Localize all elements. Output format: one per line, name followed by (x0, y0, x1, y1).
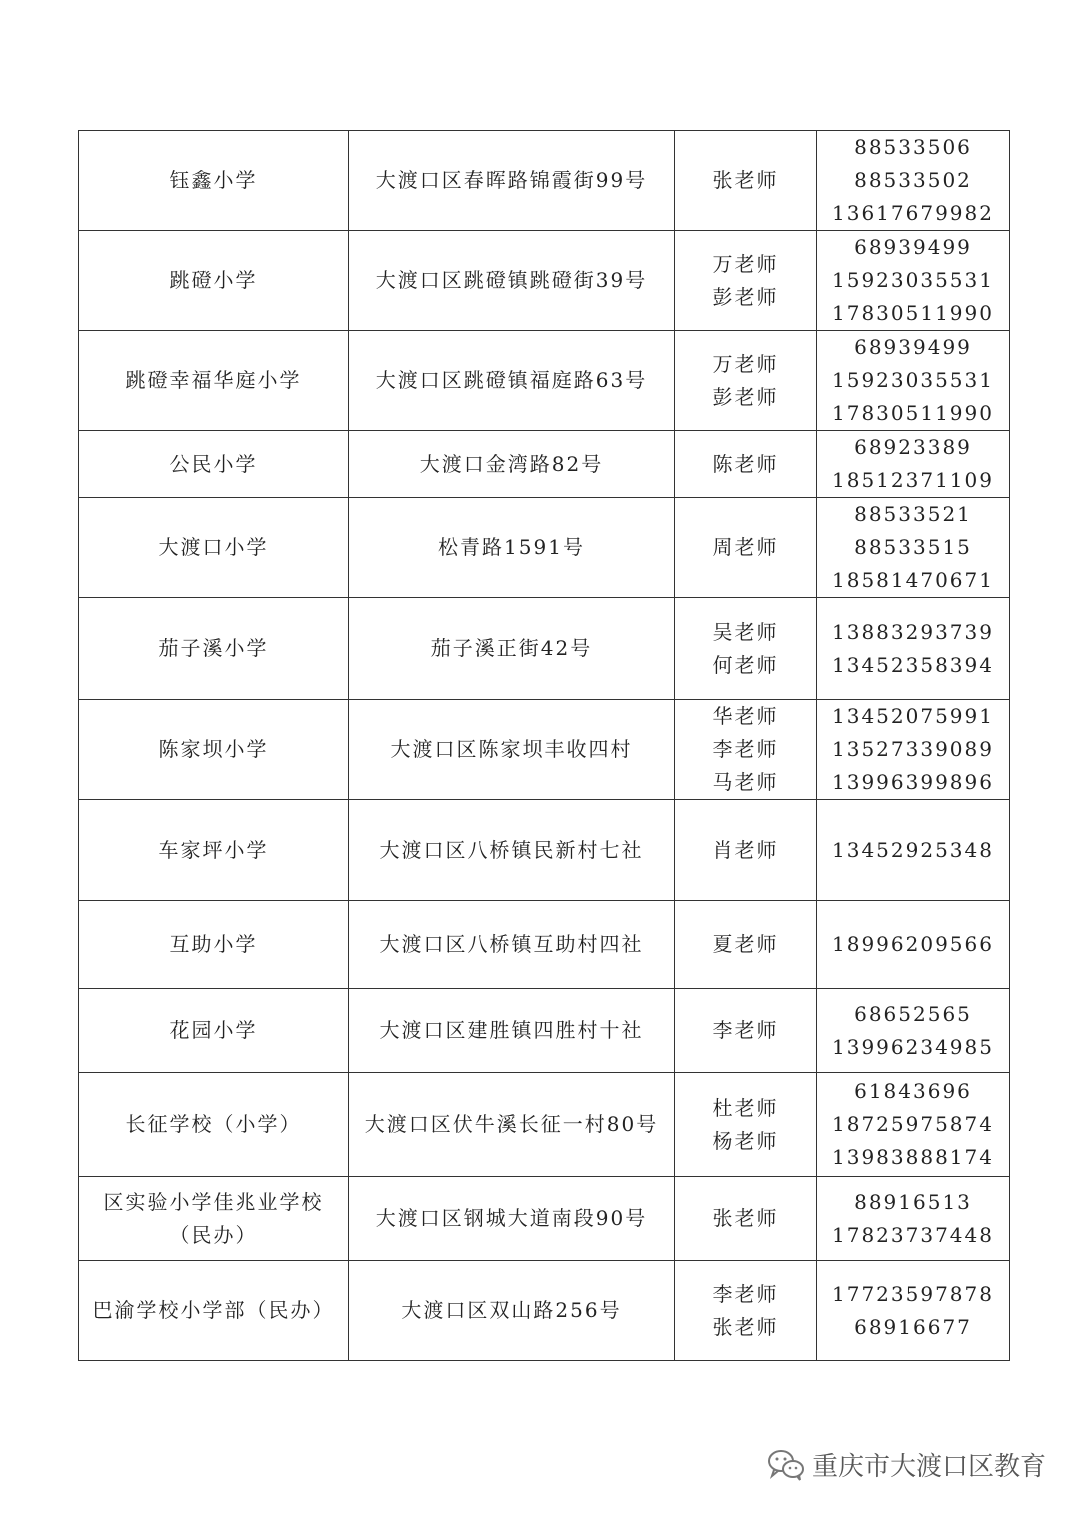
school-name-line: 区实验小学佳兆业学校 (103, 1189, 324, 1214)
address-cell: 大渡口区跳磴镇福庭路63号 (349, 331, 675, 431)
phone-line: 68923389 (854, 435, 972, 459)
school-name-line: 花园小学 (169, 1018, 258, 1042)
phone-cell (817, 700, 1010, 800)
table-row (79, 1261, 1010, 1361)
table-row (79, 800, 1010, 901)
table-row (79, 598, 1010, 700)
phone-line: 88916513 (854, 1189, 972, 1214)
phone-line: 18725975874 (832, 1112, 994, 1136)
phone-cell (817, 989, 1010, 1073)
contact-line: 彭老师 (712, 284, 779, 309)
contact-line: 彭老师 (712, 384, 779, 409)
address-cell: 大渡口区建胜镇四胜村十社 (349, 989, 675, 1073)
address-cell: 大渡口金湾路82号 (349, 431, 675, 498)
contact-cell (675, 431, 817, 498)
address-cell: 大渡口区八桥镇互助村四社 (349, 901, 675, 989)
phone-line: 13452075991 (832, 704, 994, 728)
phone-line: 15923035531 (832, 268, 994, 292)
school-name-cell (79, 131, 349, 231)
contact-line: 马老师 (712, 770, 779, 794)
contact-cell (675, 989, 817, 1073)
address-cell: 大渡口区伏牛溪长征一村80号 (349, 1073, 675, 1177)
wechat-icon (766, 1448, 806, 1482)
phone-line: 68939499 (854, 335, 972, 359)
contact-line: 肖老师 (712, 837, 779, 862)
phone-line: 13527339089 (832, 737, 994, 761)
contact-cell (675, 598, 817, 700)
contact-cell (675, 800, 817, 901)
contact-line: 李老师 (712, 1281, 779, 1306)
contact-cell (675, 700, 817, 800)
address-cell: 大渡口区八桥镇民新村七社 (349, 800, 675, 901)
table-row (79, 498, 1010, 598)
table-row (79, 231, 1010, 331)
phone-cell (817, 598, 1010, 700)
contact-cell (675, 901, 817, 989)
phone-cell (817, 1261, 1010, 1361)
contact-line: 张老师 (712, 168, 779, 192)
school-name-cell (79, 800, 349, 901)
school-name-cell (79, 1261, 349, 1361)
contact-line: 周老师 (712, 535, 779, 559)
phone-cell (817, 231, 1010, 331)
phone-line: 13452925348 (832, 837, 994, 862)
school-name-cell (79, 431, 349, 498)
phone-line: 17830511990 (832, 401, 994, 425)
phone-line: 18996209566 (832, 932, 994, 956)
contact-line: 夏老师 (712, 932, 779, 956)
phone-line: 13996399896 (832, 770, 994, 794)
school-name-line: 车家坪小学 (158, 837, 269, 862)
phone-line: 68916677 (854, 1314, 972, 1339)
table-row (79, 431, 1010, 498)
school-name-line: 茄子溪小学 (158, 636, 269, 660)
school-name-line: 陈家坝小学 (158, 737, 269, 761)
school-contact-table (78, 130, 1010, 1361)
contact-cell (675, 231, 817, 331)
contact-cell (675, 131, 817, 231)
contact-cell (675, 331, 817, 431)
school-name-cell (79, 989, 349, 1073)
contact-cell (675, 1073, 817, 1177)
contact-line: 万老师 (712, 251, 779, 276)
table-row (79, 901, 1010, 989)
phone-cell (817, 431, 1010, 498)
phone-line: 17830511990 (832, 301, 994, 325)
school-name-cell (79, 1073, 349, 1177)
phone-line: 18512371109 (832, 468, 994, 492)
phone-cell (817, 901, 1010, 989)
contact-line: 吴老师 (712, 619, 779, 644)
contact-cell (675, 1261, 817, 1361)
school-name-cell (79, 700, 349, 800)
phone-cell (817, 131, 1010, 231)
address-cell: 大渡口区双山路256号 (349, 1261, 675, 1361)
phone-line: 13983888174 (832, 1145, 994, 1169)
phone-line: 88533506 (854, 135, 972, 159)
school-name-cell (79, 598, 349, 700)
school-name-line: 互助小学 (169, 932, 258, 956)
school-name-line: （民办） (169, 1222, 258, 1247)
phone-line: 17723597878 (832, 1281, 994, 1306)
contact-line: 何老师 (712, 652, 779, 677)
phone-cell (817, 331, 1010, 431)
school-name-cell (79, 498, 349, 598)
table-row (79, 331, 1010, 431)
phone-line: 88533502 (854, 168, 972, 192)
phone-line: 88533521 (854, 502, 972, 526)
contact-cell (675, 498, 817, 598)
school-name-cell (79, 1177, 349, 1261)
address-cell: 大渡口区钢城大道南段90号 (349, 1177, 675, 1261)
contact-line: 张老师 (712, 1206, 779, 1230)
contact-line: 李老师 (712, 1018, 779, 1042)
table-row (79, 131, 1010, 231)
table-row (79, 700, 1010, 800)
school-name-line: 跳磴幸福华庭小学 (125, 368, 302, 392)
contact-line: 杜老师 (712, 1095, 779, 1120)
table-row (79, 989, 1010, 1073)
phone-line: 68652565 (854, 1001, 972, 1026)
address-cell: 松青路1591号 (349, 498, 675, 598)
phone-line: 18581470671 (832, 568, 994, 592)
school-name-cell (79, 331, 349, 431)
school-name-cell (79, 901, 349, 989)
contact-line: 张老师 (712, 1314, 779, 1339)
address-cell: 大渡口区跳磴镇跳磴街39号 (349, 231, 675, 331)
school-name-line: 跳磴小学 (169, 268, 258, 292)
contact-cell (675, 1177, 817, 1261)
contact-line: 杨老师 (712, 1128, 779, 1153)
school-name-line: 巴渝学校小学部（民办） (92, 1298, 335, 1322)
table-row (79, 1073, 1010, 1177)
phone-cell (817, 1073, 1010, 1177)
phone-line: 13617679982 (832, 201, 994, 225)
school-name-cell (79, 231, 349, 331)
contact-line: 李老师 (712, 737, 779, 761)
contact-line: 万老师 (712, 351, 779, 376)
contact-line: 华老师 (712, 704, 779, 728)
phone-line: 61843696 (854, 1079, 972, 1103)
school-name-line: 公民小学 (169, 451, 258, 476)
table-row (79, 1177, 1010, 1261)
phone-cell (817, 498, 1010, 598)
phone-cell (817, 1177, 1010, 1261)
address-cell: 大渡口区陈家坝丰收四村 (349, 700, 675, 800)
phone-line: 17823737448 (832, 1222, 994, 1247)
contact-line: 陈老师 (712, 451, 779, 476)
phone-cell (817, 800, 1010, 901)
phone-line: 68939499 (854, 235, 972, 259)
address-cell: 茄子溪正街42号 (349, 598, 675, 700)
phone-line: 13996234985 (832, 1034, 994, 1059)
school-name-line: 钰鑫小学 (169, 168, 258, 192)
watermark-text: 重庆市大渡口区教育 (811, 1452, 1046, 1482)
school-name-line: 大渡口小学 (158, 535, 269, 559)
phone-line: 15923035531 (832, 368, 994, 392)
phone-line: 13883293739 (832, 619, 994, 644)
address-cell: 大渡口区春晖路锦霞街99号 (349, 131, 675, 231)
phone-line: 13452358394 (832, 652, 994, 677)
watermark (766, 1446, 1046, 1483)
phone-line: 88533515 (854, 535, 972, 559)
school-name-line: 长征学校（小学） (125, 1112, 302, 1136)
